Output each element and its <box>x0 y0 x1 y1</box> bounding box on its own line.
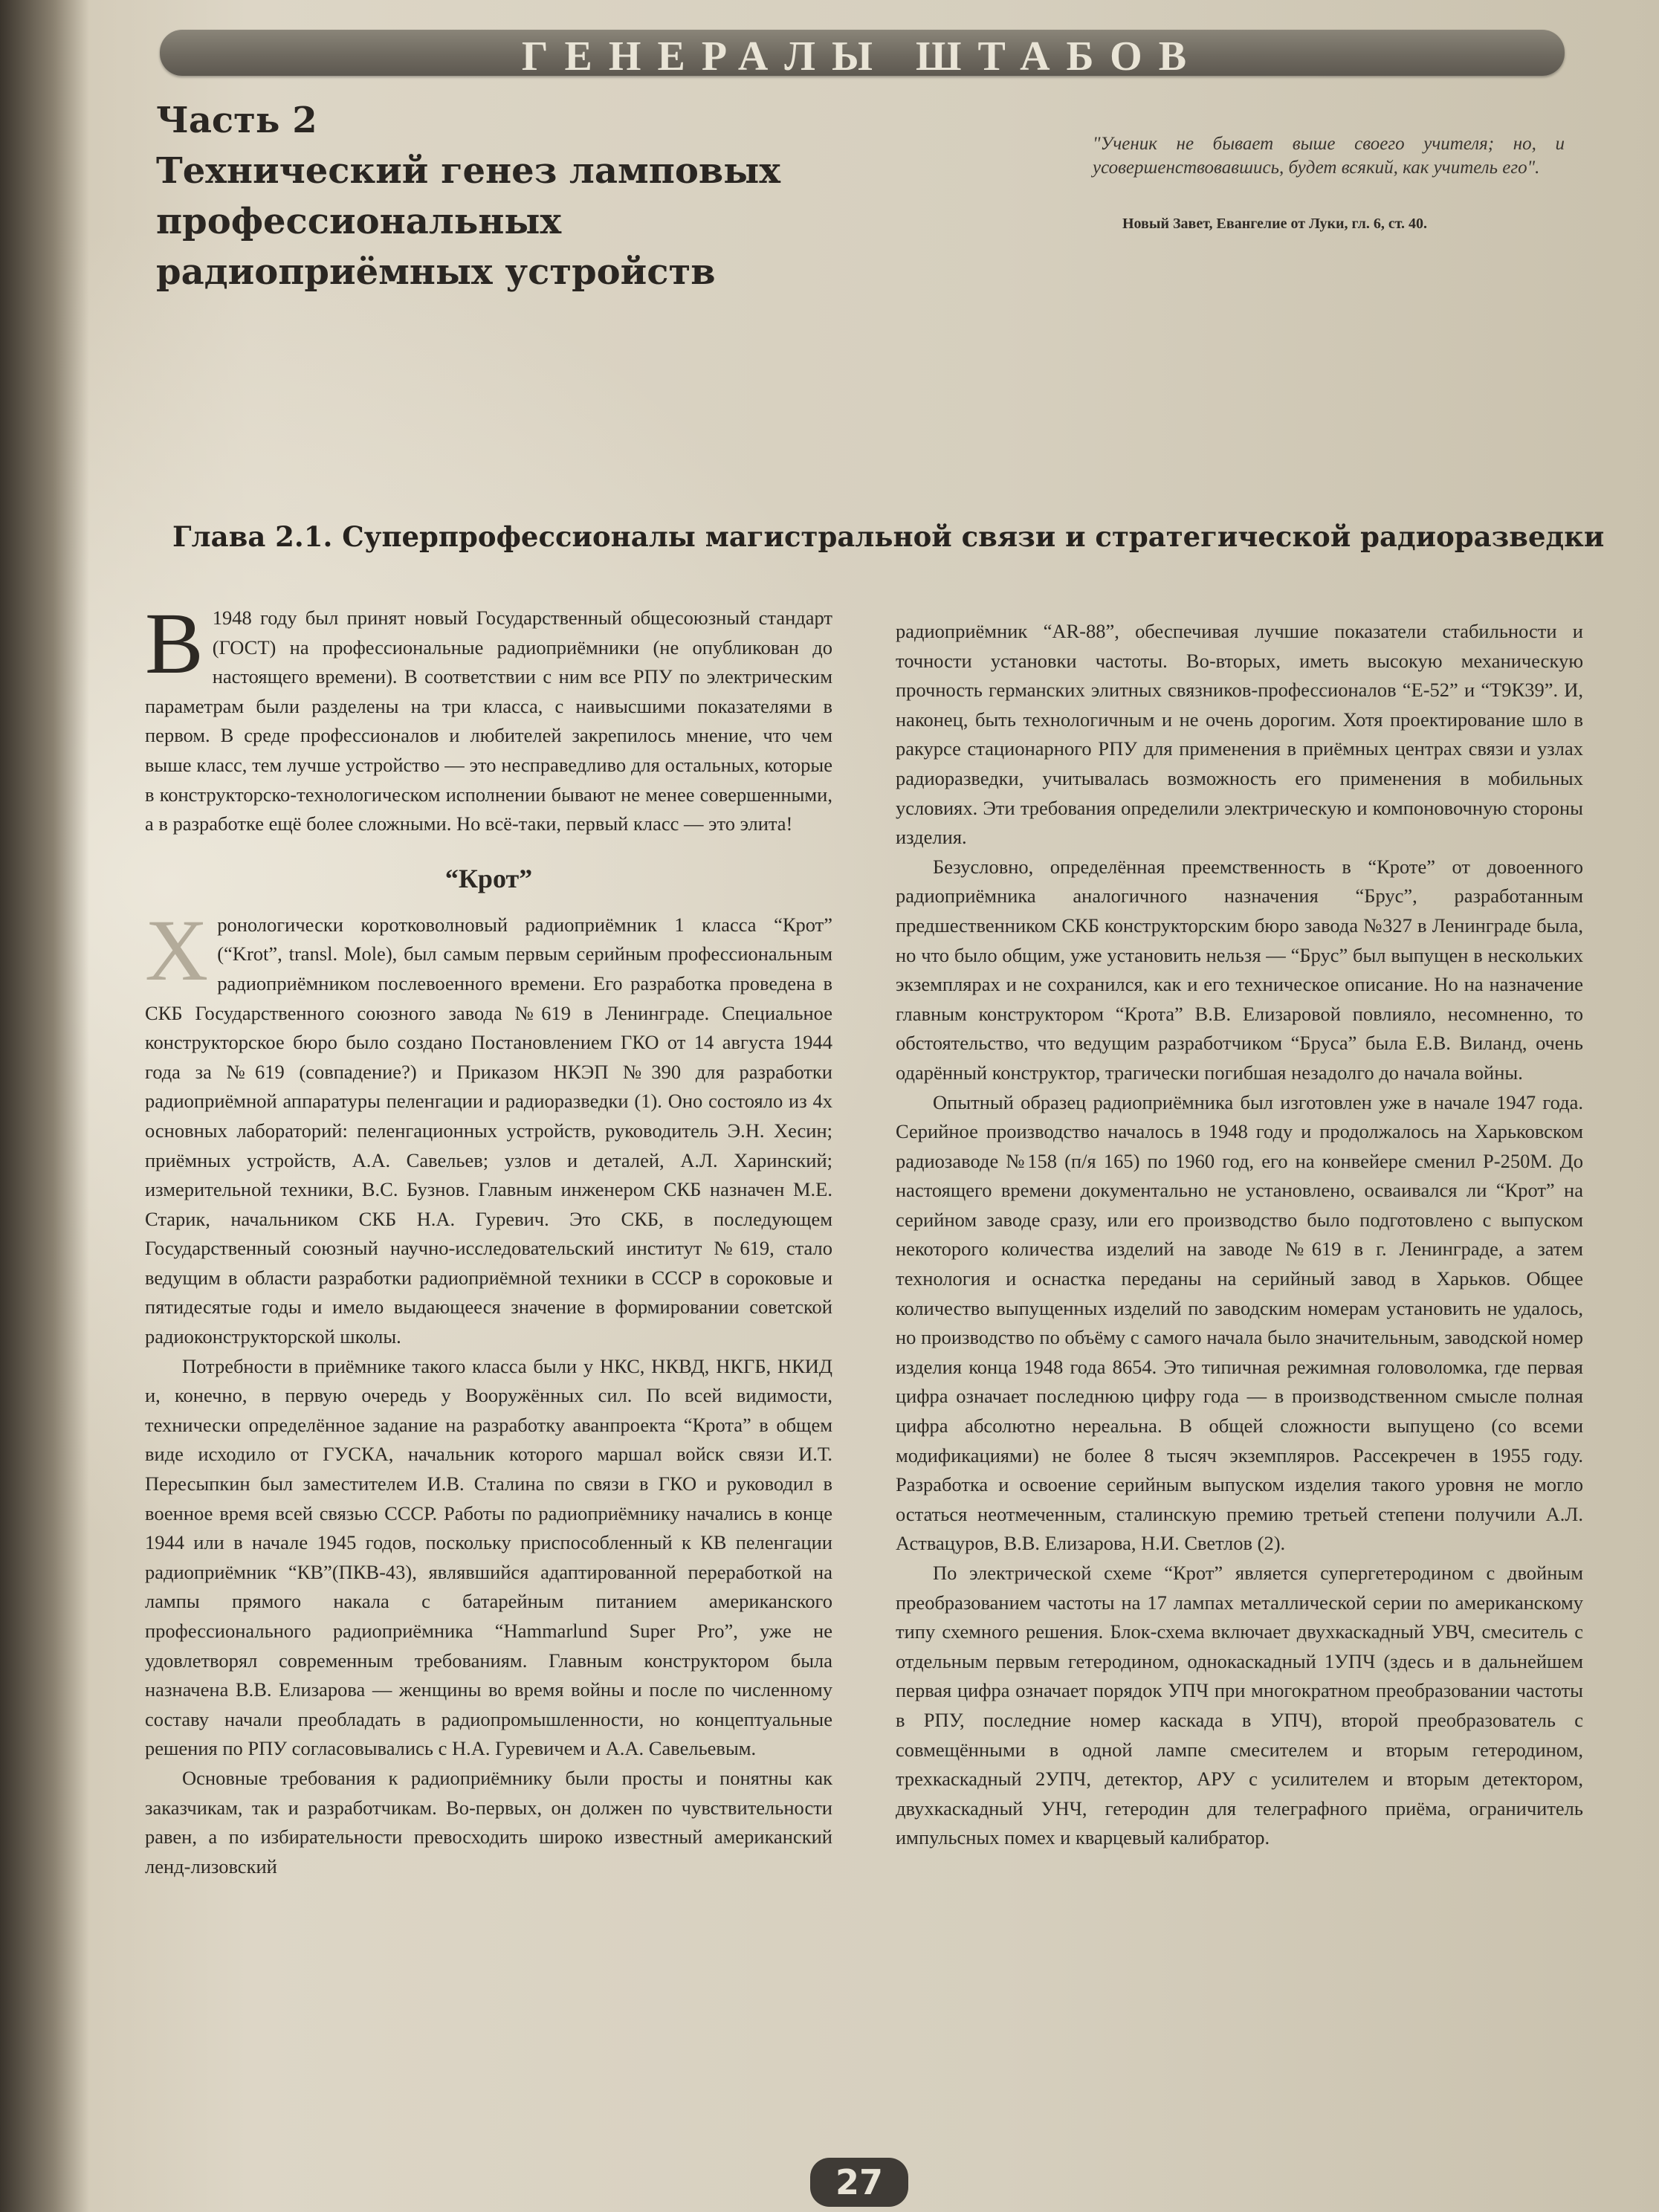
epigraph-quote: "Ученик не бывает выше своего учителя; но, и усовершенствовавшись, будет всякий, как учитель его". <box>1093 134 1565 178</box>
body-paragraph: Безусловно, определённая преемственность в “Кроте” от довоенного радиоприёмника аналогичного назначения “Брус”, разработанным предшественником СКБ конструкторским бюро завода №327 в Ленинграде была, но что было общим, уже установить нельзя — “Брус” был выпущен в нескольких экземплярах и не сохранился, как и его техническое описание. Но на назначение главным конструктором “Крота” В.В. Елизаровой повлияло, несомненно, то обстоятельство, что ведущим разработчиком “Бруса” была Е.В. Виланд, очень одарённый конструктор, трагически погибшая незадолго до начала войны. <box>896 855 1583 1084</box>
part-title-line: радиоприёмных устройств <box>156 251 716 293</box>
body-paragraph: Потребности в приёмнике такого класса были у НКС, НКВД, НКГБ, НКИД и, конечно, в первую очередь у Вооружённых сил. По всей видимости, технически определённое задание на разработку аванпроекта “Крота” в общем виде исходило от ГУСКА, начальник которого маршал войск связи И.Т. Пересыпкин был заместителем И.В. Сталина по связи в ГКО и руководил в военное время всей связью СССР. Работы по радиоприёмнику начались в конце 1944 или в начале 1945 годов, поскольку приспособленный к КВ пеленгации радиоприёмник “КВ”(ПКВ-43), являвшийся адаптированной переработкой на лампы прямого накала с батарейным питанием американского профессионального радиоприёмника “Hammarlund Super Pro”, уже не удовлетворял современным требованиям. Главным конструктором была назначена В.В. Елизарова — женщины во время войны и после по численному составу начали преобладать в радиопромышленности, но концептуальные решения по РПУ согласовывались с Н.А. Гуревичем и А.А. Савельевым. <box>145 1354 832 1760</box>
body-paragraph: По электрической схеме “Крот” является супергетеродином с двойным преобразованием частоты на 17 лампах металлической серии по американскому типу схемного решения. Блок-схема включает двухкаскадный УВЧ, смеситель с отдельным первым гетеродином, однокаскадный 1УПЧ (здесь и в дальнейшем первая цифра означает порядок УПЧ при многократном преобразовании частоты в РПУ, последние номер каскада в УПЧ), второй преобразователь с совмещёнными в одной лампе смесителем и вторым гетеродином, трехкаскадный 2УПЧ, детектор, АРУ с усилителем и вторым детектором, двухкаскадный УНЧ, гетеродин для телеграфного приёма, ограничитель импульсных помех и кварцевый калибратор. <box>896 1562 1583 1849</box>
paragraph-text: ронологически коротковолновый радиоприёмник 1 класса “Крот” (“Krot”, transl. Mole), был самым первым серийным профессиональным радиоприёмником послевоенного времени. Его разработка проведена в СКБ Государственного союзного завода №619 в Ленинграде. Специальное конструкторское бюро было создано Постановлением ГКО от 14 августа 1944 года за №619 (совпадение?) и Приказом НКЭП №390 для разработки радиоприёмной аппаратуры пеленгации и радиоразведки (1). Оно состояло из 4х основных лабораторий: пеленгационных устройств, руководитель Э.Н. Хесин; приёмных устройств, А.А. Савельев; узлов и деталей, А.Л. Харинский; измерительной техники, В.С. Бузнов. Главным инженером СКБ назначен М.Е. Старик, начальником СКБ Н.А. Гуревич. Это СКБ, в последующем Государственный союзный научно-исследовательский институт №619, стало ведущим в области разработки радиоприёмной техники в СССР в сороковые и пятидесятые годы и имело выдающееся значение в формировании советской радиоконструкторской школы. <box>145 913 832 1348</box>
drop-cap: В <box>145 595 204 692</box>
page-number: 27 <box>810 2158 908 2207</box>
book-spine-shadow <box>0 0 89 2212</box>
epigraph-source: Новый Завет, Евангелие от Луки, гл. 6, ст. 40. <box>1122 216 1428 232</box>
intro-paragraph <box>145 595 832 839</box>
part-title-line: профессиональных <box>156 201 562 242</box>
body-paragraph: Основные требования к радиоприёмнику были просты и понятны как заказчикам, так и разработчикам. Во-первых, он должен по чувствительности равен, а по избирательности превосходить широко известный американский ленд-лизовский <box>145 1766 832 1878</box>
chapter-title: Глава 2.1. Суперпрофессионалы магистральной связи и стратегической радиоразведки <box>172 520 1605 553</box>
text-column-right <box>896 617 1583 1853</box>
part-title-line: Часть 2 <box>156 100 317 141</box>
paragraph-text: 1948 году был принят новый Государственный общесоюзный стандарт (ГОСТ) на профессиональные радиоприёмники (не опубликован до настоящего времени). В соответствии с ним все РПУ по электрическим параметрам были разделены на три класса, с наивысшими показателями в первом. В среде профессионалов и любителей закрепилось мнение, что чем выше класс, тем лучше устройство — это несправедливо для остальных, которые в конструкторско-технологическом исполнении бывают не менее совершенными, а в разработке ещё более сложными. Но всё-таки, первый класс — это элита! <box>145 607 832 835</box>
body-paragraph <box>145 901 832 1352</box>
drop-cap: Х <box>145 901 209 999</box>
part-title-line: Технический генез ламповых <box>156 150 780 192</box>
running-header-band <box>160 30 1565 80</box>
body-paragraph: Опытный образец радиоприёмника был изготовлен уже в начале 1947 года. Серийное производство началось в 1948 году и продолжалось на Харьковском радиозаводе №158 (п/я 165) по 1960 год, его на конвейере сменил Р-250М. До настоящего времени документально не установлено, осваивался ли “Крот” на серийном заводе сразу, или его производство было подготовлено с выпуском некоторого количества изделий на заводе №619 в г. Ленинграде, а затем технология и оснастка переданы на серийный завод в Харьков. Общее количество выпущенных изделий по заводским номерам установить не удалось, но производство по объёму с самого начала было значительным, заводской номер изделия конца 1948 года 8654. Это типичная режимная головоломка, где первая цифра означает последнюю цифру года — в производственном смысле полная цифра абсолютно нереальна. В общей сложности выпущено (со всеми модификациями) не более 8 тысяч экземпляров. Рассекречен в 1955 году. Разработка и освоение серийным выпуском изделия такого уровня не могло остаться неотмеченным, сталинскую премию третьей степени получили А.Л. Аствацуров, В.В. Елизарова, Н.И. Светлов (2). <box>896 1090 1583 1555</box>
section-title: “Крот” <box>444 863 533 893</box>
part-title <box>156 95 825 297</box>
text-column-left <box>145 595 832 1881</box>
body-paragraph: радиоприёмник “AR-88”, обеспечивая лучшие показатели стабильности и точности установки частоты. Во-вторых, иметь высокую механическую прочность германских элитных связников-профессионалов “Е-52” и “Т9К39”. И, наконец, быть технологичным и не очень дорогим. Хотя проектирование шло в ракурсе стационарного РПУ для применения в приёмных центрах связи и узлах радиоразведки, учитывалась возможность его применения в мобильных условиях. Эти требования определили электрическую и компоновочную стороны изделия. <box>896 620 1583 849</box>
running-header-title: ГЕНЕРАЛЫ ШТАБОВ <box>521 33 1203 80</box>
